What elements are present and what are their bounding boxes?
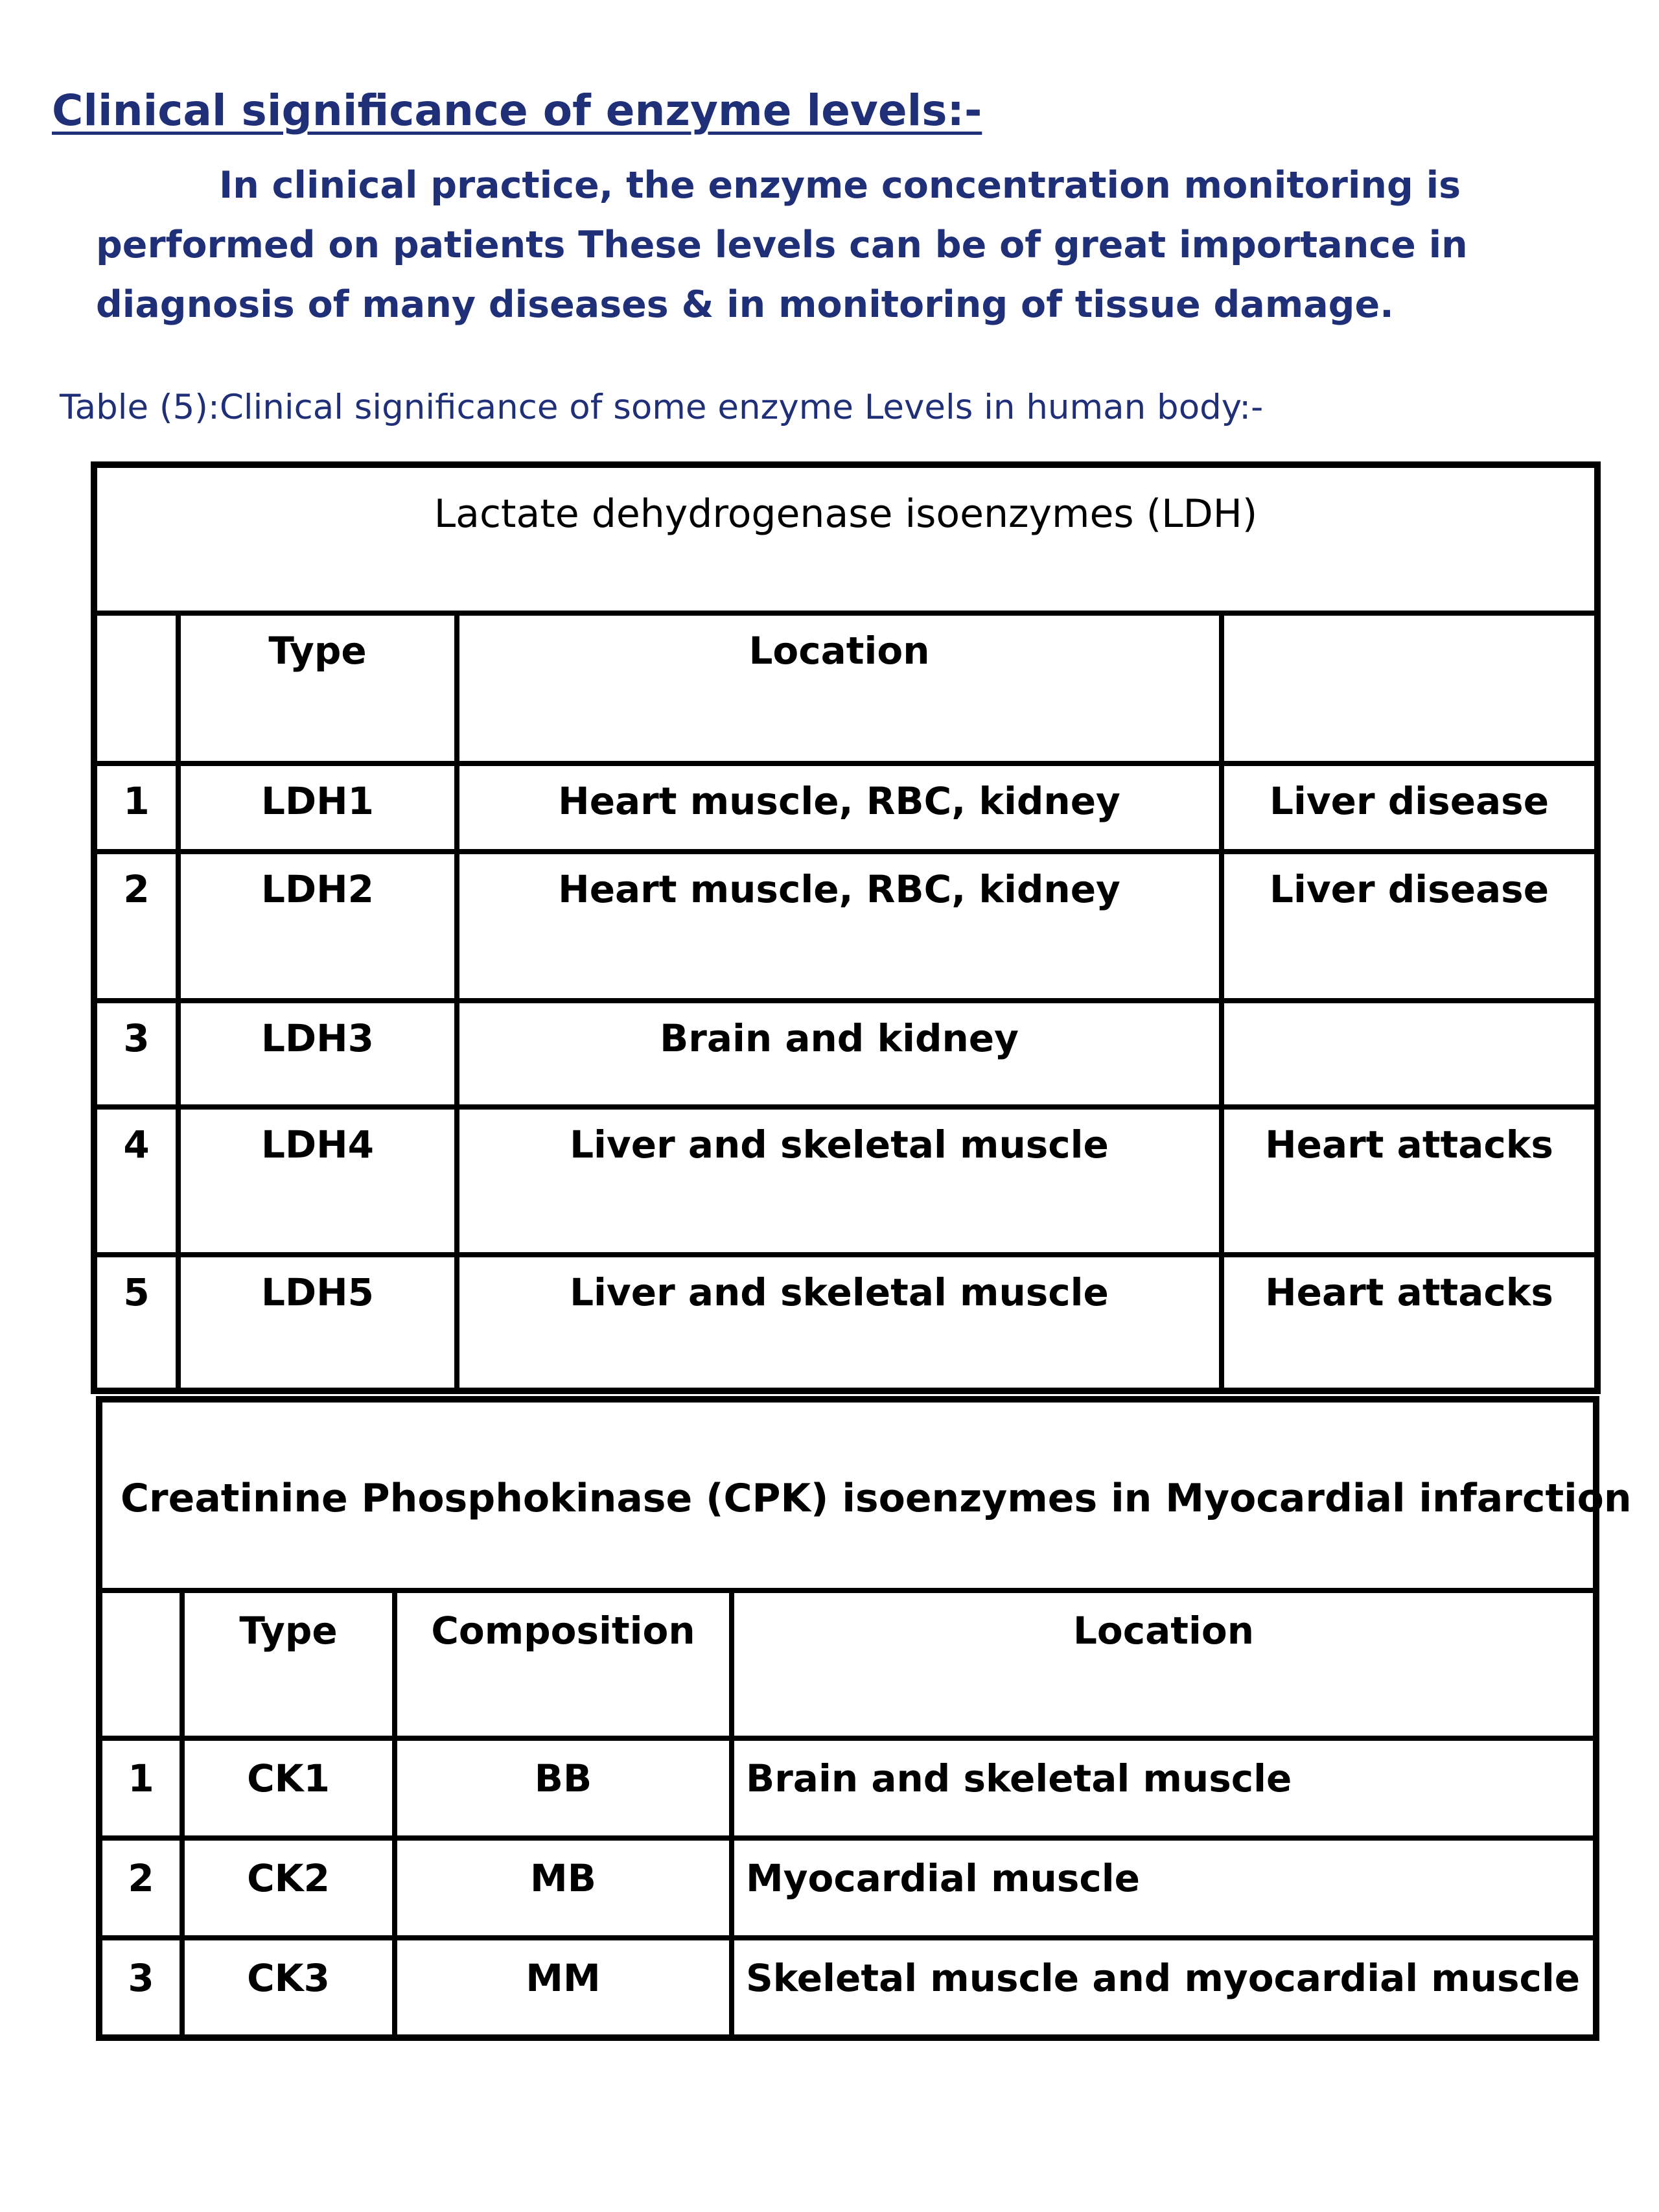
ldh-row-note: Liver disease xyxy=(1222,852,1597,1001)
ldh-header-type: Type xyxy=(178,613,457,763)
cpk-row-type: CK1 xyxy=(182,1738,395,1838)
cpk-row-location: Brain and skeletal muscle xyxy=(732,1738,1596,1838)
ldh-title-text: Lactate dehydrogenase isoenzymes (LDH) xyxy=(434,491,1258,537)
cpk-title-text: Creatinine Phosphokinase (CPK) isoenzymes in Myocardial infarction xyxy=(121,1476,1632,1521)
table-row xyxy=(94,763,1597,852)
ldh-row-note: Heart attacks xyxy=(1222,1107,1597,1255)
table-row xyxy=(94,852,1597,1001)
cpk-row-num: 3 xyxy=(99,1938,182,2038)
cpk-row-composition: BB xyxy=(395,1738,732,1838)
ldh-header-extra xyxy=(1222,613,1597,763)
ldh-isoenzymes-table xyxy=(91,461,1601,1394)
ldh-row-location: Brain and kidney xyxy=(457,1001,1222,1107)
ldh-row-location: Heart muscle, RBC, kidney xyxy=(457,763,1222,852)
ldh-row-location: Liver and skeletal muscle xyxy=(457,1107,1222,1255)
ldh-row-location: Heart muscle, RBC, kidney xyxy=(457,852,1222,1001)
cpk-header-location: Location xyxy=(732,1590,1596,1738)
table-row xyxy=(94,1107,1597,1255)
ldh-row-type: LDH5 xyxy=(178,1255,457,1391)
cpk-row-type: CK2 xyxy=(182,1838,395,1938)
intro-paragraph xyxy=(96,156,1496,334)
ldh-table-title xyxy=(94,465,1597,613)
cpk-header-num xyxy=(99,1590,182,1738)
ldh-row-type: LDH4 xyxy=(178,1107,457,1255)
ldh-row-type: LDH1 xyxy=(178,763,457,852)
table-row xyxy=(94,1255,1597,1391)
intro-line-2: performed on patients These levels can be of great importance in xyxy=(96,224,1468,266)
intro-line-1: In clinical practice, the enzyme concentration monitoring is xyxy=(219,164,1461,207)
cpk-row-num: 2 xyxy=(99,1838,182,1938)
cpk-header-composition: Composition xyxy=(395,1590,732,1738)
ldh-row-num: 3 xyxy=(94,1001,178,1107)
table-caption: Table (5):Clinical significance of some enzyme Levels in human body:- xyxy=(60,388,1264,427)
ldh-row-location: Liver and skeletal muscle xyxy=(457,1255,1222,1391)
ldh-row-num: 4 xyxy=(94,1107,178,1255)
table-row xyxy=(99,1938,1596,2038)
ldh-row-type: LDH3 xyxy=(178,1001,457,1107)
cpk-row-location: Skeletal muscle and myocardial muscle xyxy=(732,1938,1596,2038)
cpk-row-composition: MB xyxy=(395,1838,732,1938)
table-row xyxy=(99,1838,1596,1938)
ldh-header-row xyxy=(94,613,1597,763)
cpk-title-row xyxy=(99,1399,1596,1590)
ldh-title-row xyxy=(94,465,1597,613)
cpk-header-type: Type xyxy=(182,1590,395,1738)
cpk-row-type: CK3 xyxy=(182,1938,395,2038)
cpk-row-location: Myocardial muscle xyxy=(732,1838,1596,1938)
ldh-row-num: 1 xyxy=(94,763,178,852)
table-row xyxy=(99,1738,1596,1838)
ldh-row-note xyxy=(1222,1001,1597,1107)
cpk-row-num: 1 xyxy=(99,1738,182,1838)
ldh-header-num xyxy=(94,613,178,763)
intro-line-3: diagnosis of many diseases & in monitoring of tissue damage. xyxy=(96,283,1394,326)
ldh-row-note: Liver disease xyxy=(1222,763,1597,852)
ldh-row-num: 2 xyxy=(94,852,178,1001)
cpk-isoenzymes-table xyxy=(96,1396,1632,2041)
table-row xyxy=(94,1001,1597,1107)
ldh-header-location: Location xyxy=(457,613,1222,763)
cpk-header-row xyxy=(99,1590,1596,1738)
page-heading: Clinical significance of enzyme levels:- xyxy=(52,86,982,135)
cpk-table-title xyxy=(99,1399,1632,1590)
cpk-row-composition: MM xyxy=(395,1938,732,2038)
ldh-row-num: 5 xyxy=(94,1255,178,1391)
ldh-row-note: Heart attacks xyxy=(1222,1255,1597,1391)
ldh-row-type: LDH2 xyxy=(178,852,457,1001)
